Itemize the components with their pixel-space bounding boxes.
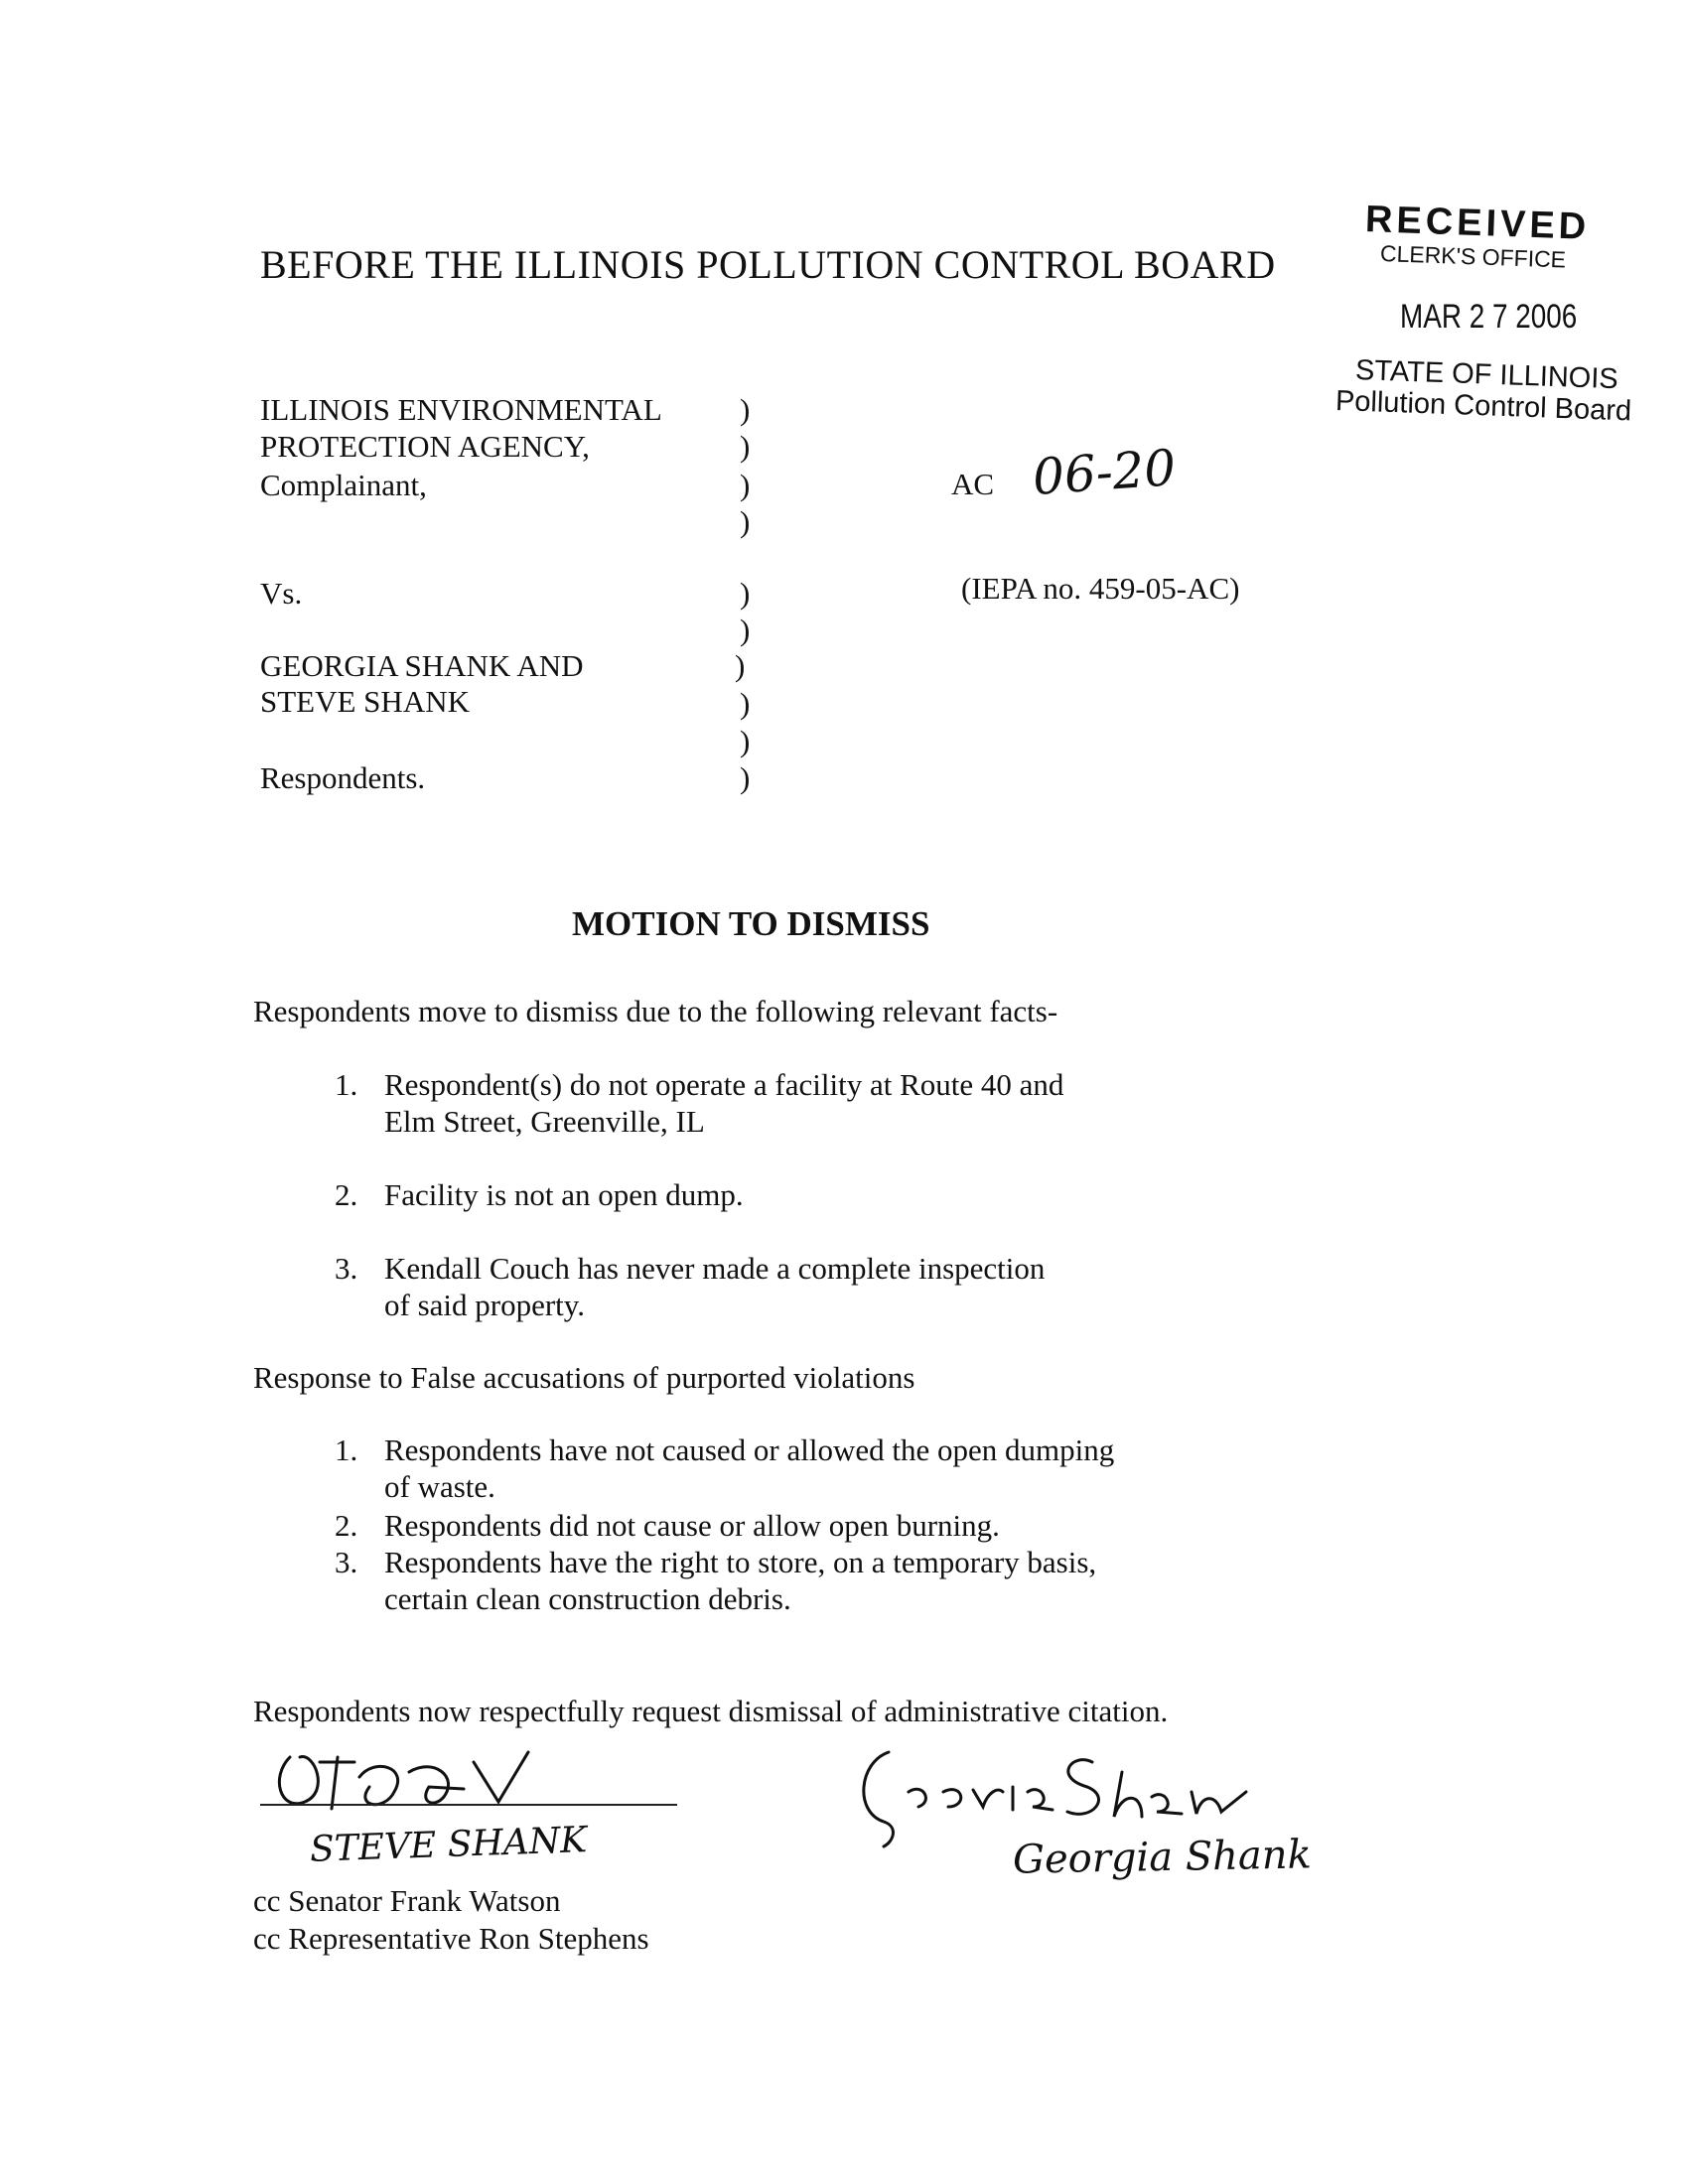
closing-request: Respondents now respectfully request dismissal of administrative citation. (253, 1694, 1169, 1728)
response-1-line-1: Respondents have not caused or allowed the open dumping (384, 1433, 1115, 1467)
caption-paren: ) (740, 504, 751, 539)
caption-paren: ) (740, 468, 751, 502)
response-2-number: 2. (335, 1508, 358, 1543)
case-number-handwritten: 06-20 (1031, 439, 1178, 506)
response-heading: Response to False accusations of purported violations (253, 1360, 915, 1395)
response-3-line-1: Respondents have the right to store, on a temporary basis, (384, 1545, 1097, 1579)
stamp-date: MAR 2 7 2006 (1400, 298, 1578, 336)
fact-1-line-2: Elm Street, Greenville, IL (384, 1104, 705, 1139)
response-2-line-1: Respondents did not cause or allow open burning. (384, 1508, 1000, 1543)
caption-paren: ) (740, 392, 751, 427)
stamp-received: RECEIVED (1364, 199, 1591, 248)
iepa-number: (IEPA no. 459-05-AC) (961, 571, 1240, 606)
cc-line-1: cc Senator Frank Watson (253, 1883, 561, 1918)
caption-paren: ) (740, 724, 751, 758)
response-3-line-2: certain clean construction debris. (384, 1581, 791, 1616)
versus-label: Vs. (260, 576, 303, 611)
steve-signature-line (260, 1804, 677, 1806)
complainant-line-3: Complainant, (260, 468, 427, 502)
georgia-printed-name: Georgia Shank (1012, 1832, 1313, 1883)
case-prefix: AC (951, 467, 995, 501)
steve-shank-signature (260, 1717, 677, 1827)
motion-heading: MOTION TO DISMISS (572, 904, 930, 943)
respondent-line-1: GEORGIA SHANK AND (260, 648, 584, 683)
steve-printed-name: STEVE SHANK (309, 1820, 588, 1870)
complainant-line-1: ILLINOIS ENVIRONMENTAL (260, 392, 662, 427)
stamp-clerks-office: CLERK'S OFFICE (1379, 240, 1567, 273)
stamp-state: STATE OF ILLINOIS (1354, 354, 1619, 396)
response-1-line-2: of waste. (384, 1469, 495, 1504)
caption-paren: ) (735, 648, 746, 683)
complainant-line-2: PROTECTION AGENCY, (260, 429, 590, 464)
fact-2-number: 2. (335, 1177, 358, 1212)
caption-paren: ) (740, 760, 751, 795)
response-3-number: 3. (335, 1545, 358, 1579)
caption-paren: ) (740, 429, 751, 464)
fact-3-number: 3. (335, 1251, 358, 1286)
caption-paren: ) (740, 686, 751, 721)
fact-1-number: 1. (335, 1067, 358, 1102)
fact-2-line-1: Facility is not an open dump. (384, 1177, 744, 1212)
motion-intro: Respondents move to dismiss due to the following relevant facts- (253, 994, 1058, 1028)
fact-1-line-1: Respondent(s) do not operate a facility at Route 40 and (384, 1067, 1064, 1102)
fact-3-line-1: Kendall Couch has never made a complete inspection (384, 1251, 1046, 1286)
page-title: BEFORE THE ILLINOIS POLLUTION CONTROL BOARD (260, 242, 1276, 287)
cc-line-2: cc Representative Ron Stephens (253, 1921, 649, 1956)
respondent-line-2: STEVE SHANK (260, 684, 470, 719)
caption-paren: ) (740, 576, 751, 611)
stamp-board: Pollution Control Board (1334, 385, 1632, 428)
fact-3-line-2: of said property. (384, 1288, 586, 1322)
respondents-label: Respondents. (260, 760, 426, 795)
caption-paren: ) (740, 613, 751, 647)
response-1-number: 1. (335, 1433, 358, 1467)
